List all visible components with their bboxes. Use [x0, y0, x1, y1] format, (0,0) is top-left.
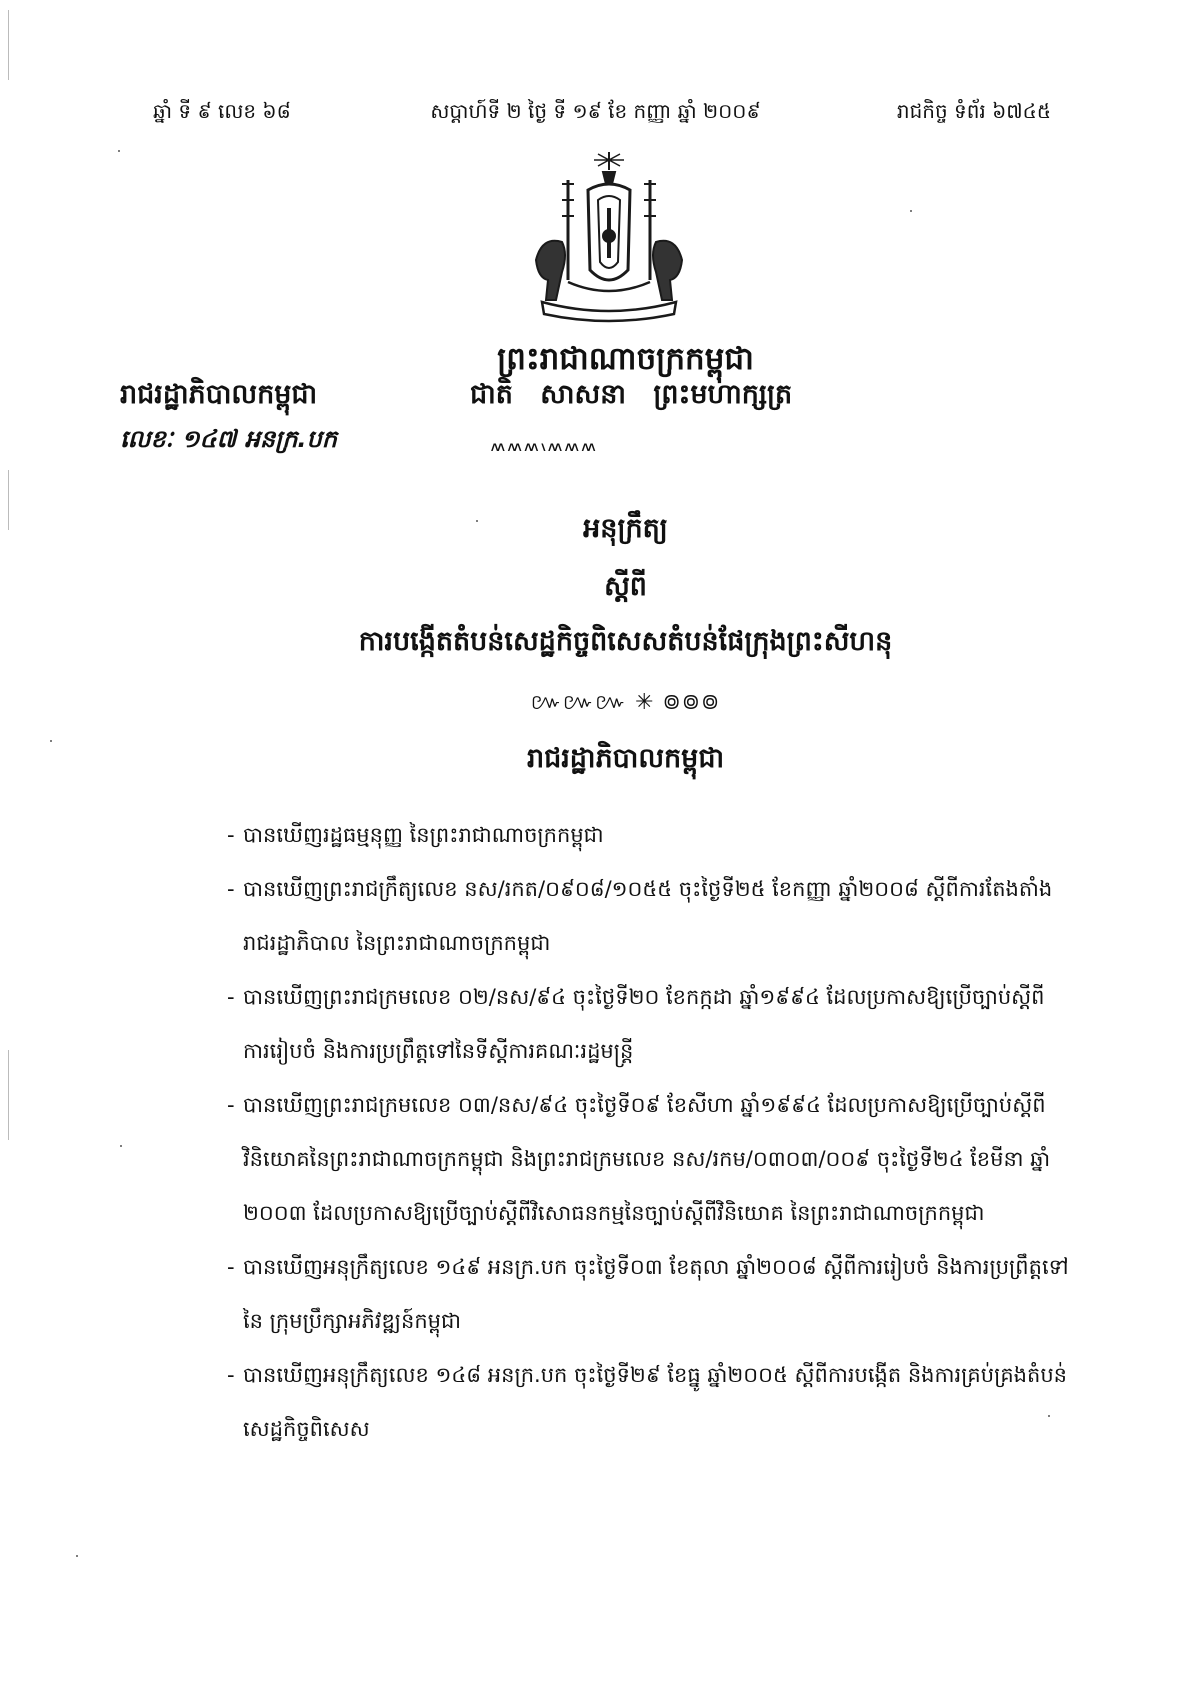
scan-edge-mark: [8, 470, 9, 530]
consideration-item: [227, 970, 1073, 1078]
header-page-number: រាជកិច្ច ទំព័រ ៦៧៤៥: [896, 99, 1051, 123]
scan-speck: [50, 740, 52, 742]
consideration-text: បានឃើញព្រះរាជក្រមលេខ ០២/នស/៩៤ ចុះថ្ងៃទី២០ ខែកក្កដា ឆ្នាំ១៩៩៤ ដែលប្រកាសឱ្យប្រើច្បាប់ស្តីពី ការរៀបចំ និងការប្រព្រឹត្តទៅនៃទីស្តីការគណៈរដ្ឋមន្ត្រី: [243, 985, 1045, 1063]
consideration-text: បានឃើញអនុក្រឹត្យលេខ ១៤៩ អនក្រ.បក ចុះថ្ងៃទី០៣ ខែតុលា ឆ្នាំ២០០៨ ស្តីពីការរៀបចំ និងការប្រព្រឹត្តទៅនៃ ក្រុមប្រឹក្សាអភិវឌ្ឍន៍កម្ពុជា: [243, 1255, 1069, 1333]
motto-ornament: ៳៳៳៶៳៳៳: [490, 432, 598, 457]
scan-speck: [76, 1555, 78, 1557]
consideration-text: បានឃើញព្រះរាជក្រមលេខ ០៣/នស/៩៤ ចុះថ្ងៃទី០៩ ខែសីហា ឆ្នាំ១៩៩៤ ដែលប្រកាសឱ្យប្រើច្បាប់ស្តីពី វិនិយោគនៃព្រះរាជាណាចក្រកម្ពុជា និងព្រះរាជក្រមលេខ នស/រកម/០៣០៣/០០៩ ចុះថ្ងៃទី២៤ ខែមីនា ឆ្នាំ ២០០៣ ដែលប្រកាសឱ្យប្រើច្បាប់ស្តីពីវិសោធនកម្មនៃច្បាប់ស្តីពីវិនិយោគ នៃព្រះរាជាណាចក្រកម្ពុជា: [243, 1093, 1051, 1225]
scan-speck: [910, 210, 912, 212]
consideration-item: [227, 1348, 1073, 1456]
national-motto: ជាតិ សាសនា ព្រះមហាក្សត្រ: [470, 379, 793, 410]
document-subject: ការបង្កើតតំបន់សេដ្ឋកិច្ចពិសេសតំបន់ផែក្រុងព្រះសីហនុ: [358, 626, 893, 657]
consideration-text: បានឃើញរដ្ឋធម្មនុញ្ញ នៃព្រះរាជាណាចក្រកម្ពុជា: [243, 823, 604, 847]
scan-edge-mark: [8, 1050, 9, 1140]
list-dash: -: [227, 823, 235, 847]
list-dash: -: [227, 1363, 235, 1387]
list-dash: -: [227, 1093, 235, 1117]
list-dash: -: [227, 1255, 235, 1279]
consideration-text: បានឃើញអនុក្រឹត្យលេខ ១៤៨ អនក្រ.បក ចុះថ្ងៃទី២៩ ខែធ្នូ ឆ្នាំ២០០៥ ស្តីពីការបង្កើត និងការគ្រប់គ្រងតំបន់ សេដ្ឋកិច្ចពិសេស: [243, 1363, 1067, 1441]
document-type: អនុក្រឹត្យ: [583, 513, 668, 544]
consideration-item: [227, 862, 1073, 970]
header-date: សប្តាហ៍ទី ២ ថ្ងៃ ទី ១៩ ខែ កញ្ញា ឆ្នាំ ២០០៩: [430, 99, 761, 123]
government-name: រាជរដ្ឋាភិបាលកម្ពុជា: [120, 379, 318, 410]
consideration-text: បានឃើញព្រះរាជក្រឹត្យលេខ នស/រកត/០៩០៨/១០៥៥ ចុះថ្ងៃទី២៥ ខែកញ្ញា ឆ្នាំ២០០៨ ស្តីពីការតែងតាំង រាជរដ្ឋាភិបាល នៃព្រះរាជាណាចក្រកម្ពុជា: [243, 877, 1053, 955]
list-dash: -: [227, 985, 235, 1009]
divider-ornament: ៚៚៚ ✳ ៙៙៙: [530, 690, 721, 715]
kingdom-title: ព្រះរាជាណាចក្រកម្ពុជា: [497, 341, 754, 377]
header-issue-number: ឆ្នាំ ទី ៩ លេខ ៦៨: [153, 99, 291, 123]
issuing-authority: រាជរដ្ឋាភិបាលកម្ពុជា: [526, 743, 725, 774]
scan-edge-mark: [8, 10, 9, 80]
document-about: ស្តីពី: [604, 571, 647, 602]
consideration-item: [227, 1240, 1073, 1348]
consideration-item: [227, 808, 1073, 862]
scan-speck: [120, 1145, 122, 1147]
scan-speck: [118, 150, 120, 152]
royal-emblem-icon: [528, 150, 690, 325]
list-dash: -: [227, 877, 235, 901]
scan-speck: [1048, 1415, 1050, 1417]
consideration-item: [227, 1078, 1073, 1240]
scan-speck: [476, 520, 478, 522]
reference-number: លេខៈ ១៤៧ អនក្រ.បក: [120, 425, 338, 453]
